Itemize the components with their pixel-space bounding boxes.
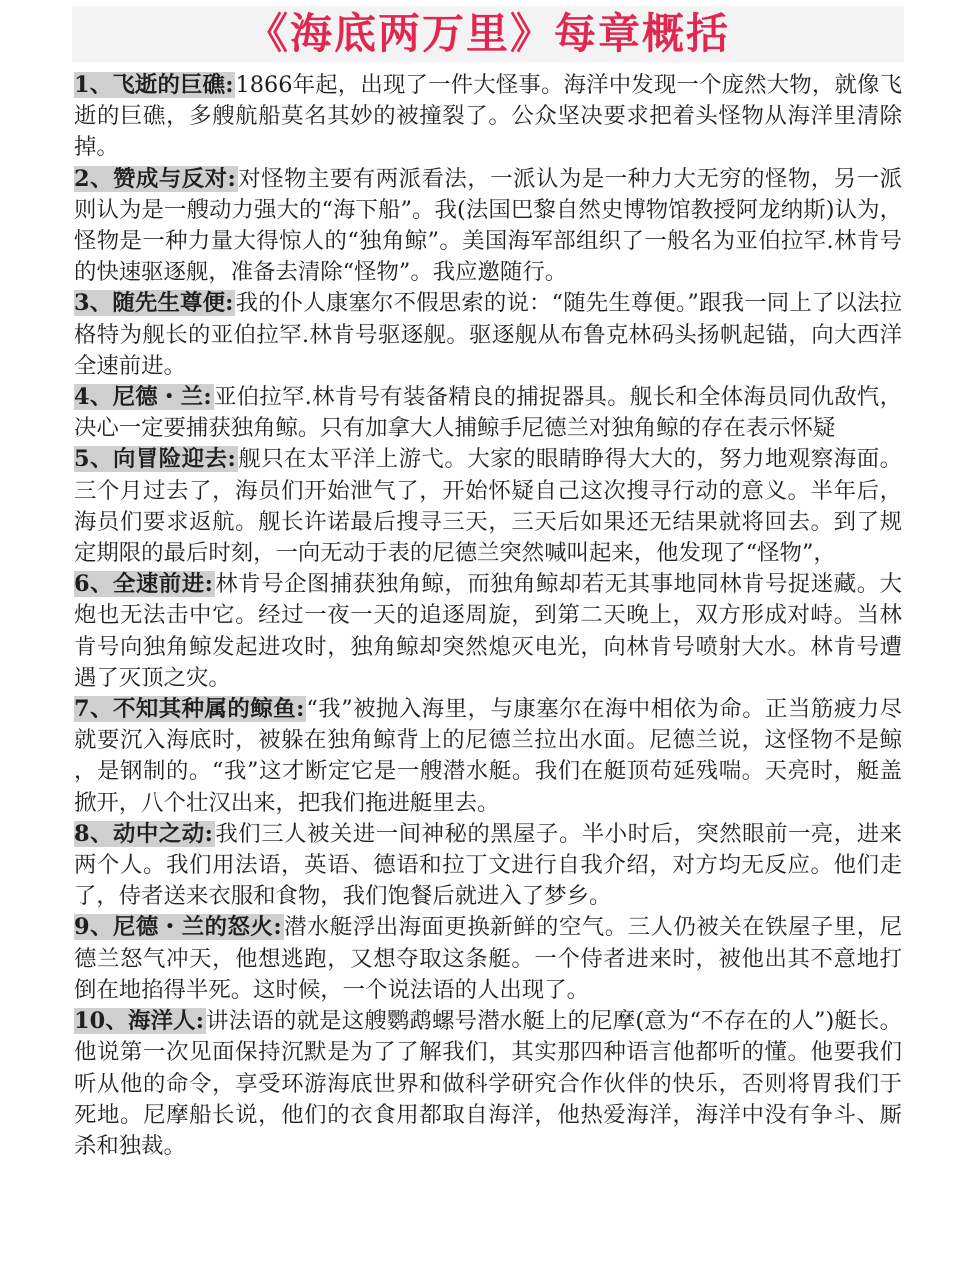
chapter-heading-8: 8、动中之动:: [74, 820, 213, 847]
chapter-heading-9: 9、尼德・兰的怒火:: [74, 914, 282, 941]
chapter-summary-10: [74, 1006, 902, 1162]
chapter-heading-2: 2、赞成与反对:: [74, 165, 236, 192]
chapter-heading-1: 1、飞逝的巨礁:: [74, 72, 234, 98]
chapter-heading-3: 3、随先生尊便:: [74, 290, 234, 317]
chapter-summary-8: [74, 819, 902, 913]
chapter-summary-9: [74, 912, 902, 1006]
chapter-heading-7: 7、不知其种属的鲸鱼:: [74, 696, 305, 723]
chapter-heading-10: 10、海洋人:: [74, 1008, 204, 1035]
chapter-text-2: 对怪物主要有两派看法，一派认为是一种力大无穷的怪物，另一派则认为是一艘动力强大的“海下船”。我(法国巴黎自然史博物馆教授阿龙纳斯)认为，怪物是一种力量大得惊人的“独角鲸”。美国海军部组织了一般名为亚伯拉罕.林肯号的快速驱逐舰，准备去清除“怪物”。我应邀随行。: [74, 165, 902, 286]
chapter-heading-5: 5、向冒险迎去:: [74, 446, 236, 473]
chapter-summary-4: [74, 382, 902, 444]
chapter-summary-5: [74, 444, 902, 569]
chapter-text-5: 舰只在太平洋上游弋。大家的眼睛睁得大大的，努力地观察海面。三个月过去了，海员们开始泄气了，开始怀疑自己这次搜寻行动的意义。半年后，海员们要求返航。舰长许诺最后搜寻三天，三天后如果还无结果就将回去。到了规定期限的最后时刻，一向无动于表的尼德兰突然喊叫起来，他发现了“怪物”，: [74, 446, 902, 567]
chapter-heading-6: 6、全速前进:: [74, 571, 213, 598]
chapter-text-4: 亚伯拉罕.林肯号有装备精良的捕捉器具。舰长和全体海员同仇敌忾，决心一定要捕获独角鲸。只有加拿大人捕鲸手尼德兰对独角鲸的存在表示怀疑: [74, 384, 902, 442]
title-banner: [72, 6, 904, 62]
chapter-summary-list: [74, 70, 902, 1162]
chapter-text-3: 我的仆人康塞尔不假思索的说：“随先生尊便。”跟我一同上了以法拉格特为舰长的亚伯拉罕.林肯号驱逐舰。驱逐舰从布鲁克林码头扬帆起锚，向大西洋全速前进。: [74, 290, 902, 379]
chapter-summary-2: [74, 164, 902, 289]
chapter-summary-6: [74, 569, 902, 694]
chapter-text-8: 我们三人被关进一间神秘的黑屋子。半小时后，突然眼前一亮，进来两个人。我们用法语，英语、德语和拉丁文进行自我介绍，对方均无反应。他们走了，侍者送来衣服和食物，我们饱餐后就进入了梦乡。: [74, 820, 902, 910]
chapter-text-6: 林肯号企图捕获独角鲸，而独角鲸却若无其事地同林肯号捉迷藏。大炮也无法击中它。经过一夜一天的追逐周旋，到第二天晚上，双方形成对峙。当林肯号向独角鲸发起进攻时，独角鲸却突然熄灭电光，向林肯号喷射大水。林肯号遭遇了灭顶之灾。: [74, 571, 902, 691]
chapter-summary-1: [74, 70, 902, 164]
chapter-summary-3: [74, 288, 902, 382]
chapter-heading-4: 4、尼德・兰:: [74, 384, 212, 411]
chapter-text-10: 讲法语的就是这艘鹦鹉螺号潜水艇上的尼摩(意为“不存在的人”)艇长。他说第一次见面保持沉默是为了了解我们，其实那四种语言他都听的懂。他要我们听从他的命令，享受环游海底世界和做科学研究合作伙伴的快乐，否则将胃我们于死地。尼摩船长说，他们的衣食用都取自海洋，他热爱海洋，海洋中没有争斗、厮杀和独裁。: [74, 1008, 902, 1159]
chapter-summary-7: [74, 694, 902, 819]
chapter-text-7: “我”被抛入海里，与康塞尔在海中相依为命。正当筋疲力尽就要沉入海底时，被躲在独角鲸背上的尼德兰拉出水面。尼德兰说，这怪物不是鲸，是钢制的。“我”这才断定它是一艘潜水艇。我们在艇顶苟延残喘。天亮时，艇盖掀开，八个壮汉出来，把我们拖进艇里去。: [74, 696, 902, 816]
chapter-text-9: 潜水艇浮出海面更换新鲜的空气。三人仍被关在铁屋子里，尼德兰怒气冲天，他想逃跑，又想夺取这条艇。一个侍者进来时，被他出其不意地打倒在地掐得半死。这时候，一个说法语的人出现了。: [74, 914, 902, 1003]
chapter-text-1: 1866年起，出现了一件大怪事。海洋中发现一个庞然大物，就像飞逝的巨礁，多艘航船莫名其妙的被撞裂了。公众坚决要求把着头怪物从海洋里清除掉。: [74, 72, 902, 161]
page-title: 《海底两万里》每章概括: [245, 9, 730, 58]
